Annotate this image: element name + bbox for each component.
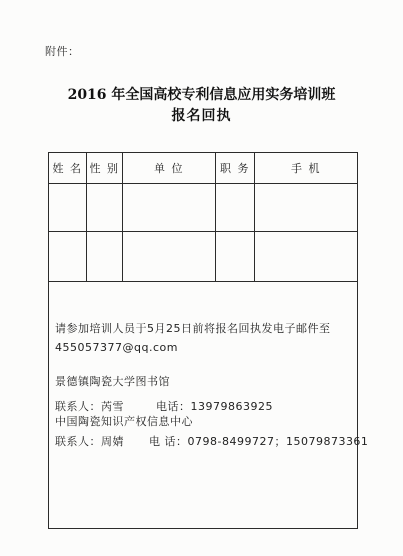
header-position: 职 务	[216, 153, 255, 184]
contact-1-name: 联系人：芮雪	[55, 400, 124, 413]
contact-2	[55, 435, 369, 449]
cell-position	[216, 232, 255, 282]
cell-gender	[87, 184, 123, 232]
header-name: 姓 名	[49, 153, 87, 184]
cell-organization	[123, 184, 216, 232]
attachment-label: 附件：	[45, 45, 80, 58]
contact-2-phone: 电 话：0798-8499727；15079873361	[149, 435, 369, 448]
table-header-row	[49, 153, 358, 184]
cell-mobile	[255, 184, 358, 232]
notes-row	[49, 282, 358, 529]
header-gender: 性 别	[87, 153, 123, 184]
instruction-text: 请参加培训人员于5月25日前将报名回执发电子邮件至	[55, 322, 331, 335]
cell-position	[216, 184, 255, 232]
table-row	[49, 184, 358, 232]
header-organization: 单 位	[123, 153, 216, 184]
contact-1	[55, 400, 345, 414]
document-title: 2016 年全国高校专利信息应用实务培训班	[67, 87, 336, 103]
notes-cell	[49, 282, 369, 529]
email-address: 455057377@qq.com	[55, 341, 178, 354]
organization-1: 景德镇陶瓷大学图书馆	[55, 375, 170, 388]
registration-table	[48, 152, 369, 529]
document-subtitle: 报名回执	[171, 108, 232, 124]
cell-organization	[123, 232, 216, 282]
cell-gender	[87, 232, 123, 282]
cell-name	[49, 232, 87, 282]
cell-mobile	[255, 232, 358, 282]
contact-1-phone: 电话：13979863925	[156, 400, 273, 413]
cell-name	[49, 184, 87, 232]
contact-2-name: 联系人：周婧	[55, 435, 124, 448]
table-row	[49, 232, 358, 282]
organization-2: 中国陶瓷知识产权信息中心	[55, 415, 193, 428]
header-mobile: 手 机	[255, 153, 358, 184]
